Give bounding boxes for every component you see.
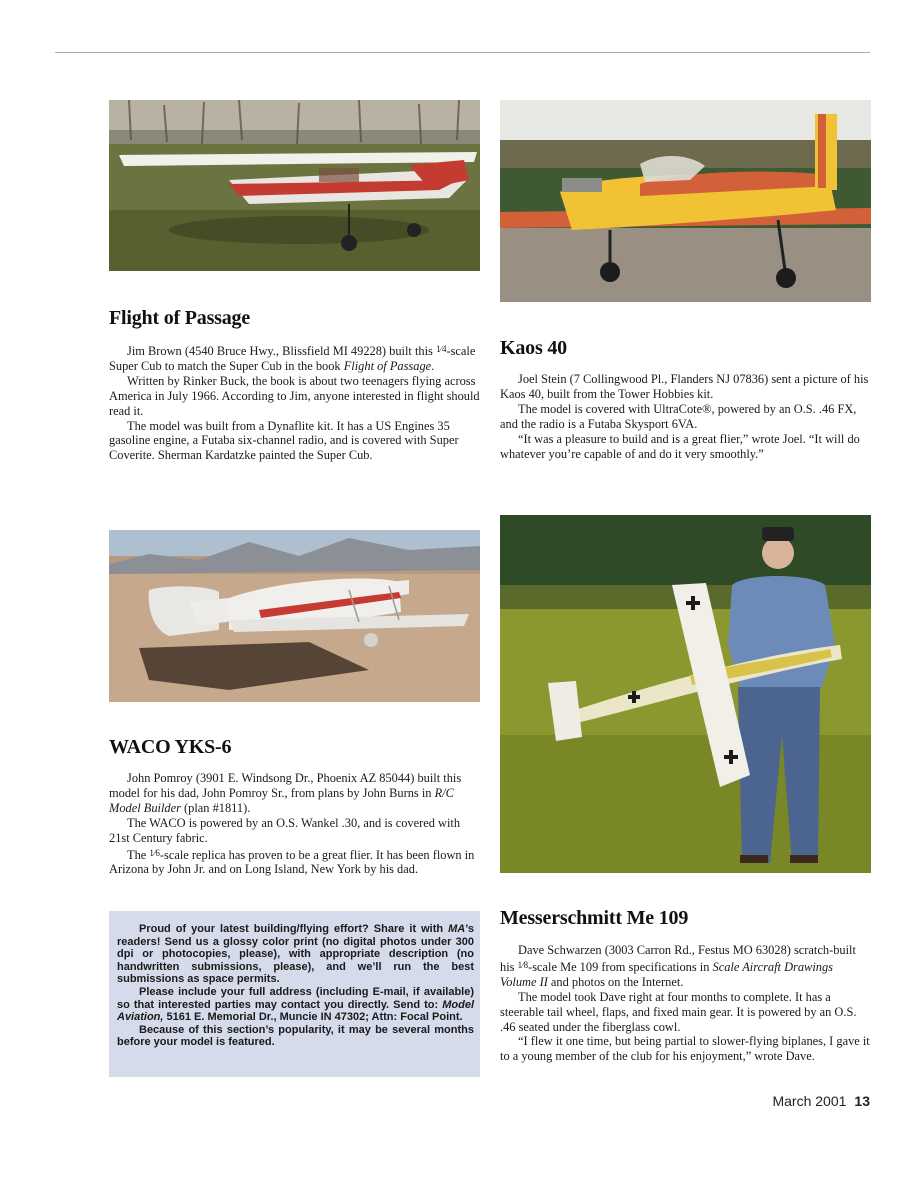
paragraph: Written by Rinker Buck, the book is about two teenagers flying across America in July 1966. According to Jim, anyone interested in flight should read it. bbox=[109, 373, 480, 418]
callout-paragraph: Proud of your latest building/flying effort? Share it with MA’s readers! Send us a glossy color print (no digital photos under 300 dpi or photocopies, please), with appropriate description (no handwritten submissions, please), and we’ll run the best submissions as space permits. bbox=[117, 923, 474, 986]
title-flight-of-passage: Flight of Passage bbox=[109, 307, 251, 329]
photo-super-cub bbox=[109, 100, 480, 271]
callout-paragraph: Because of this section’s popularity, it may be several months before your model is featured. bbox=[117, 1023, 474, 1049]
paragraph: John Pomroy (3901 E. Windsong Dr., Phoenix AZ 85044) built this model for his dad, John Pomroy Sr., from plans by John Burns in R/C Model Builder (plan #1811). bbox=[109, 771, 462, 815]
issue-date: March 2001 bbox=[772, 1093, 847, 1109]
paragraph: The $^{1⁄6}$-scale replica has proven to be a great flier. It has been flown in Arizona by John Jr. and on Long Island, New York by his dad. bbox=[109, 847, 475, 877]
photo-messerschmitt-me-109 bbox=[500, 515, 871, 873]
title-kaos-40: Kaos 40 bbox=[500, 337, 567, 359]
title-messerschmitt-me-109: Messerschmitt Me 109 bbox=[500, 907, 689, 929]
submission-callout-box bbox=[109, 911, 480, 1077]
paragraph: “I flew it one time, but being partial to slower-flying biplanes, I gave it to a young member of the club for his enjoyment,” wrote Dave. bbox=[500, 1034, 870, 1064]
photo-kaos-40 bbox=[500, 100, 871, 302]
article-waco-yks-6 bbox=[109, 771, 480, 877]
callout-paragraph: Please include your full address (including E-mail, if available) so that interested parties may contact you directly. Send to: Model Aviation, 5161 E. Memorial Dr., Muncie IN 47302; Attn: Focal Point. bbox=[117, 985, 474, 1024]
article-kaos-40 bbox=[500, 372, 871, 461]
paragraph: The WACO is powered by an O.S. Wankel .30, and is covered with 21st Century fabric. bbox=[109, 815, 461, 845]
page-number: 13 bbox=[854, 1093, 870, 1109]
article-messerschmitt-me-109 bbox=[500, 943, 871, 1064]
paragraph: Jim Brown (4540 Bruce Hwy., Blissfield MI 49228) built this $^{1⁄4}$-scale Super Cub to match the Super Cub in the book Flight of Passage. bbox=[109, 344, 476, 373]
paragraph: “It was a pleasure to build and is a great flier,” wrote Joel. “It will do whatever you’re capable of and do it very smoothly.” bbox=[500, 431, 860, 461]
paragraph: Joel Stein (7 Collingwood Pl., Flanders NJ 07836) sent a picture of his Kaos 40, built from the Tower Hobbies kit. bbox=[500, 372, 869, 401]
paragraph: The model took Dave right at four months to complete. It has a steerable tail wheel, flaps, and fixed main gear. It is powered by an O.S. .46 seated under the fiberglass cowl. bbox=[500, 989, 857, 1034]
photo-waco-yks-6 bbox=[109, 530, 480, 702]
header-rule bbox=[55, 52, 870, 53]
paragraph: Dave Schwarzen (3003 Carron Rd., Festus MO 63028) scratch-built his $^{1⁄8}$-scale Me 109 from specifications in Scale Aircraft Drawings Volume II and photos on the Internet. bbox=[500, 943, 856, 989]
page-footer bbox=[772, 1093, 870, 1109]
paragraph: The model is covered with UltraCote®, powered by an O.S. .46 FX, and the radio is a Futaba Skysport 6VA. bbox=[500, 401, 857, 431]
paragraph: The model was built from a Dynaflite kit. It has a US Engines 35 gasoline engine, a Futaba six-channel radio, and is covered with Super Coverite. Sherman Kardatzke painted the Super Cub. bbox=[109, 418, 459, 463]
title-waco-yks-6: WACO YKS-6 bbox=[109, 736, 232, 758]
article-flight-of-passage bbox=[109, 342, 480, 463]
